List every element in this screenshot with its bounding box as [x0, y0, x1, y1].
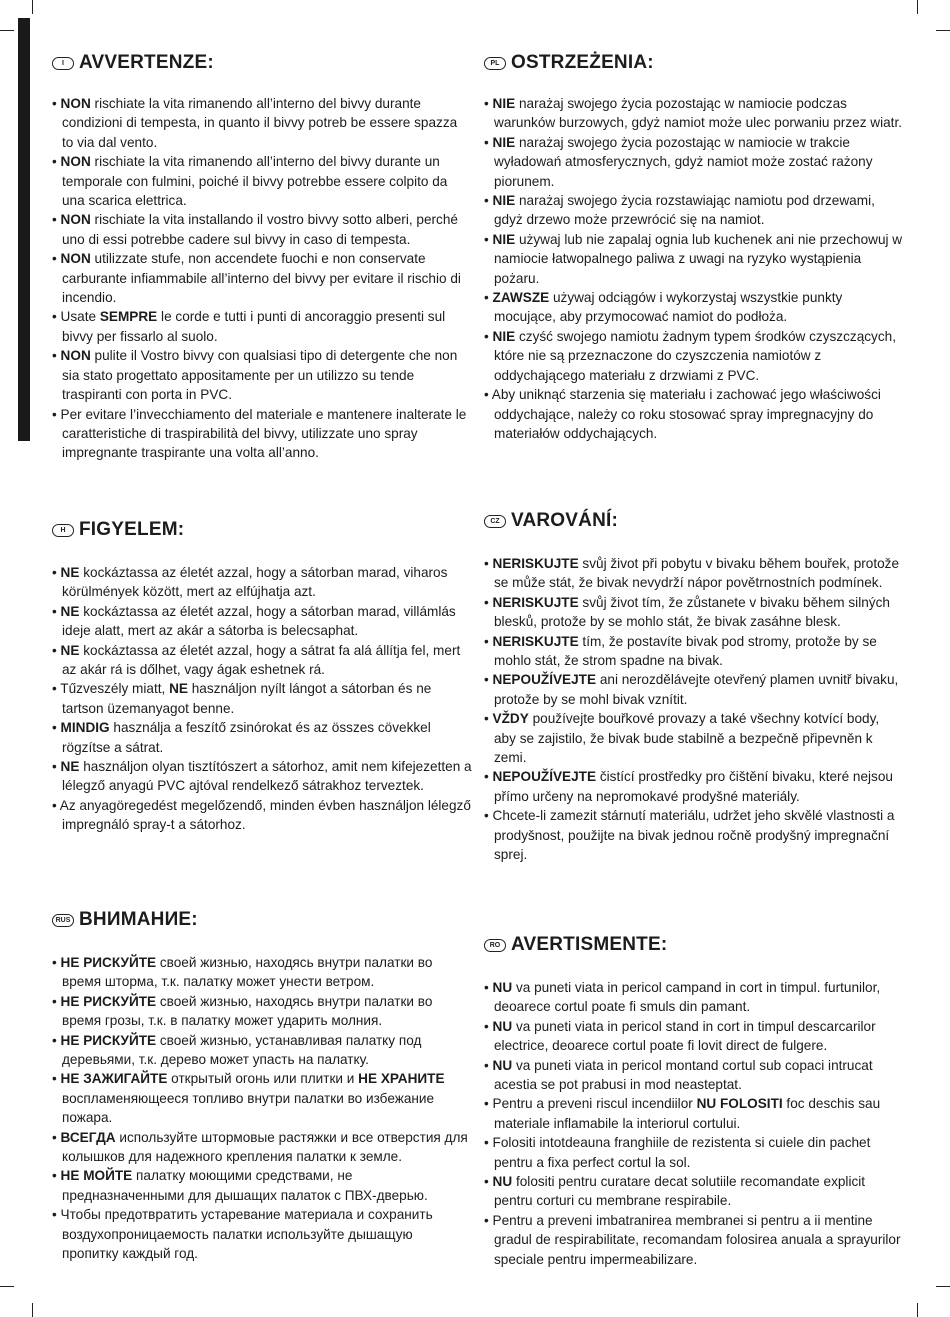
warning-text: своей жизнью, находясь внутри палатки во время грозы, т.к. в палатку может ударить молния.	[62, 993, 433, 1029]
warning-keyword: NERISKUJTE	[492, 594, 579, 610]
warning-item: • Pentru a preveni imbatranirea membranei si pentru a ii mentine gradul de respirabilitate, recomandam folosirea anuala a sprayurilor speciale pentru impermeabilizare.	[484, 1212, 901, 1267]
warning-keyword: НЕ РИСКУЙТЕ	[60, 955, 157, 970]
warning-text: svůj život při pobytu v bivaku během bouřek, protože se může stát, že bivak nevydrží nápor povětrnostních podmínek.	[494, 556, 900, 591]
section-heading	[52, 519, 472, 541]
section-polish	[484, 52, 904, 443]
warning-keyword: NERISKUJTE	[492, 633, 579, 649]
crop-mark-bottom-left-v	[32, 1303, 33, 1317]
warning-text: Per evitare l’invecchiamento del materiale e mantenere inalterate le caratteristiche di traspirabilità del bivvy, utilizzate uno spray impregnante traspirante una volta all’anno.	[60, 406, 467, 461]
warning-item: • NE kockáztassa az életét azzal, hogy a sátorban marad, viharos körülmények között, mert az elfújhatja azt.	[52, 565, 448, 600]
warning-keyword: NEPOUŽÍVEJTE	[492, 672, 597, 688]
language-badge: I	[52, 57, 74, 70]
warning-keyword: НЕ ХРАНИТЕ	[358, 1071, 445, 1087]
warning-item: • ZAWSZE używaj odciągów i wykorzystaj wszystkie punkty mocujące, aby przymocować namiot do podłoża.	[484, 290, 843, 325]
warning-text: használja a feszítő zsinórokat és az összes cövekkel rögzítse a sátrat.	[62, 720, 431, 755]
warning-item: • NON rischiate la vita rimanendo all’interno del bivvy durante condizioni di tempesta, in quanto il bivvy potreb be essere spazza to via dal vento.	[52, 96, 458, 150]
warning-text: Chcete-li zamezit stárnutí materiálu, udržet jeho skvělé vlastnosti a prodyšnost, použijte na bivak jednou ročně prodyšný impregnační sprej.	[492, 808, 895, 863]
warning-list	[52, 563, 472, 835]
warning-text: le corde e tutti i punti di ancoraggio presenti sul bivvy per fissarlo al suolo.	[62, 309, 446, 344]
warning-text: narażaj swojego życia pozostając w namiocie podczas warunków burzowych, gdyż namiot może ulec porwaniu przez wiatr.	[494, 96, 902, 131]
warning-text: ani nerozdělávejte otevřený plamen uvnitř bivaku, protože by se mohl bivak vznítit.	[494, 672, 899, 707]
warning-text: палатку моющими средствами, не предназначенными для дышащих палаток с ПВХ-дверью.	[62, 1168, 428, 1203]
warning-text: svůj život tím, že zůstanete v bivaku během silných blesků, protože by se mohlo stát, že bivak zasáhne blesk.	[494, 594, 890, 630]
section-title: AVERTISMENTE:	[511, 934, 668, 955]
warning-item: • NIE używaj lub nie zapalaj ognia lub kuchenek ani nie przechowuj w namiocie łatwopalnego paliwa z uwagi na ryzyko wystąpienia pożaru.	[484, 231, 903, 286]
warning-keyword: VŽDY	[492, 711, 529, 727]
section-title: AVVERTENZE:	[79, 52, 214, 73]
warning-text: narażaj swojego życia pozostając w namiocie w trakcie wyładowań atmosferycznych, gdyż namiot może zostać rażony piorunem.	[494, 134, 873, 189]
warning-item: • НЕ РИСКУЙТЕ своей жизнью, устанавливая палатку под деревьями, т.к. дерево может упасть на палатку.	[52, 1032, 422, 1068]
warning-keyword: NIE	[492, 96, 516, 111]
warning-text: čistící prostředky pro čištění bivaku, které nejsou přímo určeny na nepromokavé prodyšné materiály.	[494, 769, 893, 804]
warning-keyword: NU	[492, 1174, 513, 1190]
warning-text: használjon nyílt lángot a sátorban és ne tartson üzemanyagot benne.	[62, 681, 432, 716]
warning-text: Usate	[60, 309, 100, 325]
warning-list	[52, 94, 472, 463]
warning-text: Az anyagöregedést megelőzendő, minden évben használjon lélegző impregnáló spray-t a sátorhoz.	[59, 797, 471, 833]
warning-keyword: NIE	[492, 193, 516, 209]
warning-item: • НЕ ЗАЖИГАЙТЕ открытый огонь или плитки и НЕ ХРАНИТЕ воспламеняющееся топливо внутри палатки во избежание пожара.	[52, 1071, 445, 1126]
warning-keyword: SEMPRE	[99, 309, 158, 325]
warning-keyword: NON	[60, 96, 91, 111]
section-heading	[484, 510, 904, 532]
warning-text: rischiate la vita rimanendo all’interno del bivvy durante un temporale con fulmini, poiché il bivvy potrebbe essere colpito da una scarica elettrica.	[62, 154, 448, 209]
warning-item: • NE kockáztassa az életét azzal, hogy a sátorban marad, villámlás ideje alatt, mert az akár a sátorba is belecsaphat.	[52, 603, 456, 639]
warning-item: • NU folositi pentru curatare decat solutiile recomandate explicit pentru corturi cu membrane respirabile.	[484, 1174, 866, 1209]
section-heading	[52, 52, 472, 74]
warning-item: • NE kockáztassa az életét azzal, hogy a sátrat fa alá állítja fel, mert az akár rá is dőlhet, vagy ágak eshetnek rá.	[52, 642, 461, 678]
warning-item: • НЕ РИСКУЙТЕ своей жизнью, находясь внутри палатки во время шторма, т.к. палатку может унести ветром.	[52, 955, 433, 990]
section-heading	[52, 909, 472, 931]
warning-text: tím, že postavíte bivak pod stromy, protože by se mohlo stát, že strom spadne na bivak.	[494, 633, 877, 669]
warning-item: • NU va puneti viata in pericol montand cortul sub copaci intrucat acestia se pot prabusi in mod neasteptat.	[484, 1057, 873, 1093]
warning-text: своей жизнью, находясь внутри палатки во время шторма, т.к. палатку может унести ветром.	[62, 955, 433, 990]
warning-text: kockáztassa az életét azzal, hogy a sátorban marad, viharos körülmények között, mert az elfújhatja azt.	[62, 565, 448, 600]
warning-keyword: NU	[492, 980, 513, 995]
warning-keyword: NE	[169, 681, 188, 697]
crop-mark-bottom-left	[0, 1286, 14, 1287]
section-title: VAROVÁNÍ:	[511, 510, 619, 531]
section-hungarian	[52, 519, 472, 835]
warning-text: foc deschis sau materiale inflamabile la interiorul cortului.	[494, 1096, 881, 1131]
section-title: OSTRZEŻENIA:	[511, 52, 654, 73]
language-badge: H	[52, 524, 74, 537]
warning-text: va puneti viata in pericol campand in cort in timpul. furtunilor, deoarece cortul poate fi smuls din pamant.	[494, 980, 881, 1015]
crop-mark-top-left	[0, 30, 14, 31]
warning-item: • НЕ РИСКУЙТЕ своей жизнью, находясь внутри палатки во время грозы, т.к. в палатку может ударить молния.	[52, 993, 433, 1029]
section-russian	[52, 909, 472, 1264]
warning-item: • NIE narażaj swojego życia pozostając w namiocie podczas warunków burzowych, gdyż namiot może ulec porwaniu przez wiatr.	[484, 96, 902, 131]
warning-item: • ВСЕГДА используйте штормовые растяжки и все отверстия для колышков для надежного крепления палатки к земле.	[52, 1129, 468, 1165]
section-title: ВНИМАНИЕ:	[79, 909, 198, 930]
warning-text: czyść swojego namiotu żadnym typem środków czyszczących, które nie są przeznaczone do czyszczenia namiotów z oddychającego materiału z drzwiami z PVC.	[494, 328, 896, 383]
warning-list	[484, 94, 904, 443]
warning-item: • Folositi intotdeauna franghiile de rezistenta si cuiele din pachet pentru a fixa perfect cortul la sol.	[484, 1135, 871, 1170]
warning-keyword: ВСЕГДА	[60, 1129, 116, 1145]
warning-keyword: NE	[60, 759, 80, 775]
warning-text: va puneti viata in pericol stand in cort in timpul descarcarilor electrice, deoarece cortul poate fi lovit direct de fulgere.	[494, 1018, 876, 1054]
warning-item: • NE használjon olyan tisztítószert a sátorhoz, amit nem kifejezetten a lélegző anyagú PVC ajtóval rendelkező sátrakhoz terveztek.	[52, 759, 472, 794]
crop-mark-top-left-v	[32, 0, 33, 14]
warning-keyword: NIE	[492, 231, 516, 247]
warning-list	[484, 978, 904, 1269]
warning-keyword: NIE	[492, 328, 516, 344]
warning-keyword: MINDIG	[60, 720, 110, 736]
warning-keyword: NIE	[492, 134, 516, 150]
warning-keyword: НЕ РИСКУЙТЕ	[60, 1032, 157, 1048]
warning-item: • NEPOUŽÍVEJTE ani nerozdělávejte otevřený plamen uvnitř bivaku, protože by se mohl bivak vznítit.	[484, 672, 899, 707]
crop-mark-bottom-right	[936, 1286, 950, 1287]
warning-text: va puneti viata in pericol montand cortul sub copaci intrucat acestia se pot prabusi in mod neasteptat.	[494, 1057, 873, 1093]
warning-keyword: НЕ ЗАЖИГАЙТЕ	[60, 1071, 168, 1087]
warning-text: воспламеняющееся топливо внутри палатки во избежание пожара.	[62, 1090, 435, 1126]
section-romanian	[484, 934, 904, 1269]
warning-keyword: NON	[60, 348, 91, 364]
warning-text: используйте штормовые растяжки и все отверстия для колышков для надежного крепления палатки к земле.	[62, 1129, 468, 1165]
warning-text: Чтобы предотвратить устаревание материала и сохранить воздухопроницаемость палатки используйте дышащую пропитку каждый год.	[60, 1207, 433, 1262]
warning-keyword: NEPOUŽÍVEJTE	[492, 769, 597, 785]
warning-item: • NON utilizzate stufe, non accendete fuochi e non conservate carburante infiammabile all’interno del bivvy per evitare il rischio di incendio.	[52, 251, 461, 306]
warning-item: • NERISKUJTE svůj život při pobytu v bivaku během bouřek, protože se může stát, že bivak nevydrží nápor povětrnostních podmínek.	[484, 556, 900, 591]
warning-text: Folositi intotdeauna franghiile de rezistenta si cuiele din pachet pentru a fixa perfect cortul la sol.	[492, 1135, 871, 1170]
warning-text: своей жизнью, устанавливая палатку под деревьями, т.к. дерево может упасть на палатку.	[62, 1032, 422, 1068]
warning-item: • NIE narażaj swojego życia rozstawiając namiotu pod drzewami, gdyż drzewo może przewrócić się na namiot.	[484, 193, 875, 228]
warning-item: • NON rischiate la vita rimanendo all’interno del bivvy durante un temporale con fulmini, poiché il bivvy potrebbe essere colpito da una scarica elettrica.	[52, 154, 448, 209]
warning-keyword: NU	[492, 1018, 513, 1034]
warning-keyword: NE	[60, 603, 80, 619]
language-badge: RUS	[52, 914, 74, 927]
language-badge: RO	[484, 939, 506, 952]
warning-item: • Pentru a preveni riscul incendiilor NU FOLOSITI foc deschis sau materiale inflamabile la interiorul cortului.	[484, 1096, 881, 1131]
warning-keyword: ZAWSZE	[492, 290, 550, 306]
warning-keyword: НЕ МОЙТЕ	[60, 1168, 133, 1184]
warning-text: открытый огонь или плитки и	[167, 1071, 359, 1087]
warning-item: • NU va puneti viata in pericol stand in cort in timpul descarcarilor electrice, deoarece cortul poate fi lovit direct de fulgere.	[484, 1018, 876, 1054]
section-title: FIGYELEM:	[79, 519, 185, 540]
warning-list	[484, 554, 904, 865]
warning-item: • MINDIG használja a feszítő zsinórokat és az összes cövekkel rögzítse a sátrat.	[52, 720, 431, 755]
warning-item: • Az anyagöregedést megelőzendő, minden évben használjon lélegző impregnáló spray-t a sátorhoz.	[52, 797, 471, 833]
warning-text: pulite il Vostro bivvy con qualsiasi tipo di detergente che non sia stato progettato appositamente per un utilizzo su tende traspiranti con porta in PVC.	[62, 348, 458, 403]
warning-item: • Chcete-li zamezit stárnutí materiálu, udržet jeho skvělé vlastnosti a prodyšnost, použijte na bivak jednou ročně prodyšný impregnační sprej.	[484, 808, 895, 863]
warning-text: używaj lub nie zapalaj ognia lub kuchenek ani nie przechowuj w namiocie łatwopalnego paliwa z uwagi na ryzyko wystąpienia pożaru.	[494, 231, 903, 286]
warning-item: • NU va puneti viata in pericol campand in cort in timpul. furtunilor, deoarece cortul poate fi smuls din pamant.	[484, 980, 881, 1015]
warning-item: • Usate SEMPRE le corde e tutti i punti di ancoraggio presenti sul bivvy per fissarlo al suolo.	[52, 309, 446, 344]
language-badge: CZ	[484, 515, 506, 528]
warning-item: • НЕ МОЙТЕ палатку моющими средствами, не предназначенными для дышащих палаток с ПВХ-дверью.	[52, 1168, 428, 1203]
warning-keyword: NE	[60, 565, 80, 580]
warning-list	[52, 953, 472, 1264]
warning-text: Pentru a preveni imbatranirea membranei si pentru a ii mentine gradul de respirabilitate, recomandam folosirea anuala a sprayurilor speciale pentru impermeabilizare.	[492, 1212, 901, 1267]
warning-item: • NIE czyść swojego namiotu żadnym typem środków czyszczących, które nie są przeznaczone do czyszczenia namiotów z oddychającego materiału z drzwiami z PVC.	[484, 328, 896, 383]
margin-bar	[18, 18, 30, 441]
section-italian	[52, 52, 472, 463]
section-czech	[484, 510, 904, 865]
warning-keyword: NE	[60, 642, 80, 658]
warning-item: • NON rischiate la vita installando il vostro bivvy sotto alberi, perché uno di essi potrebbe cadere sul bivvy in caso di tempesta.	[52, 212, 458, 247]
warning-keyword: NON	[60, 212, 91, 228]
warning-text: narażaj swojego życia rozstawiając namiotu pod drzewami, gdyż drzewo może przewrócić się na namiot.	[494, 193, 875, 228]
language-badge: PL	[484, 57, 506, 70]
warning-keyword: NU	[492, 1057, 513, 1073]
warning-text: Aby uniknąć starzenia się materiału i zachować jego właściwości oddychające, należy co roku stosować spray impregnacyjny do materiałów oddychających.	[491, 387, 881, 441]
warning-keyword: NU FOLOSITI	[696, 1096, 783, 1112]
warning-text: kockáztassa az életét azzal, hogy a sátorban marad, villámlás ideje alatt, mert az akár a sátorba is belecsaphat.	[62, 603, 456, 639]
warning-text: kockáztassa az életét azzal, hogy a sátrat fa alá állítja fel, mert az akár rá is dőlhet, vagy ágak eshetnek rá.	[62, 642, 461, 678]
warning-item: • NON pulite il Vostro bivvy con qualsiasi tipo di detergente che non sia stato progettato appositamente per un utilizzo su tende traspiranti con porta in PVC.	[52, 348, 458, 403]
warning-item: • VŽDY používejte bouřkové provazy a také všechny kotvící body, aby se zajistilo, že bivak bude stabilně a bezpečně připevněn k zemi.	[484, 711, 880, 766]
warning-keyword: NON	[60, 154, 91, 170]
warning-item: • NEPOUŽÍVEJTE čistící prostředky pro čištění bivaku, které nejsou přímo určeny na nepromokavé prodyšné materiály.	[484, 769, 893, 804]
warning-keyword: NON	[60, 251, 91, 267]
crop-mark-top-right-v	[917, 0, 918, 14]
warning-item: • NIE narażaj swojego życia pozostając w namiocie w trakcie wyładowań atmosferycznych, gdyż namiot może zostać rażony piorunem.	[484, 134, 873, 189]
warning-keyword: NERISKUJTE	[492, 556, 579, 571]
warning-text: utilizzate stufe, non accendete fuochi e non conservate carburante infiammabile all’interno del bivvy per evitare il rischio di incendio.	[62, 251, 461, 306]
warning-item: • Чтобы предотвратить устаревание материала и сохранить воздухопроницаемость палатки используйте дышащую пропитку каждый год.	[52, 1207, 433, 1262]
crop-mark-bottom-right-v	[917, 1303, 918, 1317]
section-heading	[484, 52, 904, 74]
warning-text: rischiate la vita installando il vostro bivvy sotto alberi, perché uno di essi potrebbe cadere sul bivvy in caso di tempesta.	[62, 212, 458, 247]
warning-item: • NERISKUJTE svůj život tím, že zůstanete v bivaku během silných blesků, protože by se mohlo stát, že bivak zasáhne blesk.	[484, 594, 890, 630]
warning-text: rischiate la vita rimanendo all’interno del bivvy durante condizioni di tempesta, in quanto il bivvy potreb be essere spazza to via dal vento.	[62, 96, 458, 150]
warning-text: Pentru a preveni riscul incendiilor	[492, 1096, 697, 1112]
warning-text: używaj odciągów i wykorzystaj wszystkie punkty mocujące, aby przymocować namiot do podłoża.	[494, 290, 843, 325]
warning-text: folositi pentru curatare decat solutiile recomandate explicit pentru corturi cu membrane respirabile.	[494, 1174, 866, 1209]
warning-text: használjon olyan tisztítószert a sátorhoz, amit nem kifejezetten a lélegző anyagú PVC ajtóval rendelkező sátrakhoz terveztek.	[62, 759, 472, 794]
warning-item: • Tűzveszély miatt, NE használjon nyílt lángot a sátorban és ne tartson üzemanyagot benne.	[52, 681, 432, 716]
crop-mark-top-right	[936, 30, 950, 31]
section-heading	[484, 934, 904, 956]
warning-text: Tűzveszély miatt,	[60, 681, 170, 697]
warning-item: • Per evitare l’invecchiamento del materiale e mantenere inalterate le caratteristiche di traspirabilità del bivvy, utilizzate uno spray impregnante traspirante una volta all’anno.	[52, 406, 467, 461]
warning-text: používejte bouřkové provazy a také všechny kotvící body, aby se zajistilo, že bivak bude stabilně a bezpečně připevněn k zemi.	[494, 711, 880, 766]
warning-item: • Aby uniknąć starzenia się materiału i zachować jego właściwości oddychające, należy co roku stosować spray impregnacyjny do materiałów oddychających.	[484, 387, 881, 441]
warning-item: • NERISKUJTE tím, že postavíte bivak pod stromy, protože by se mohlo stát, že strom spadne na bivak.	[484, 633, 877, 669]
warning-keyword: НЕ РИСКУЙТЕ	[60, 993, 157, 1009]
